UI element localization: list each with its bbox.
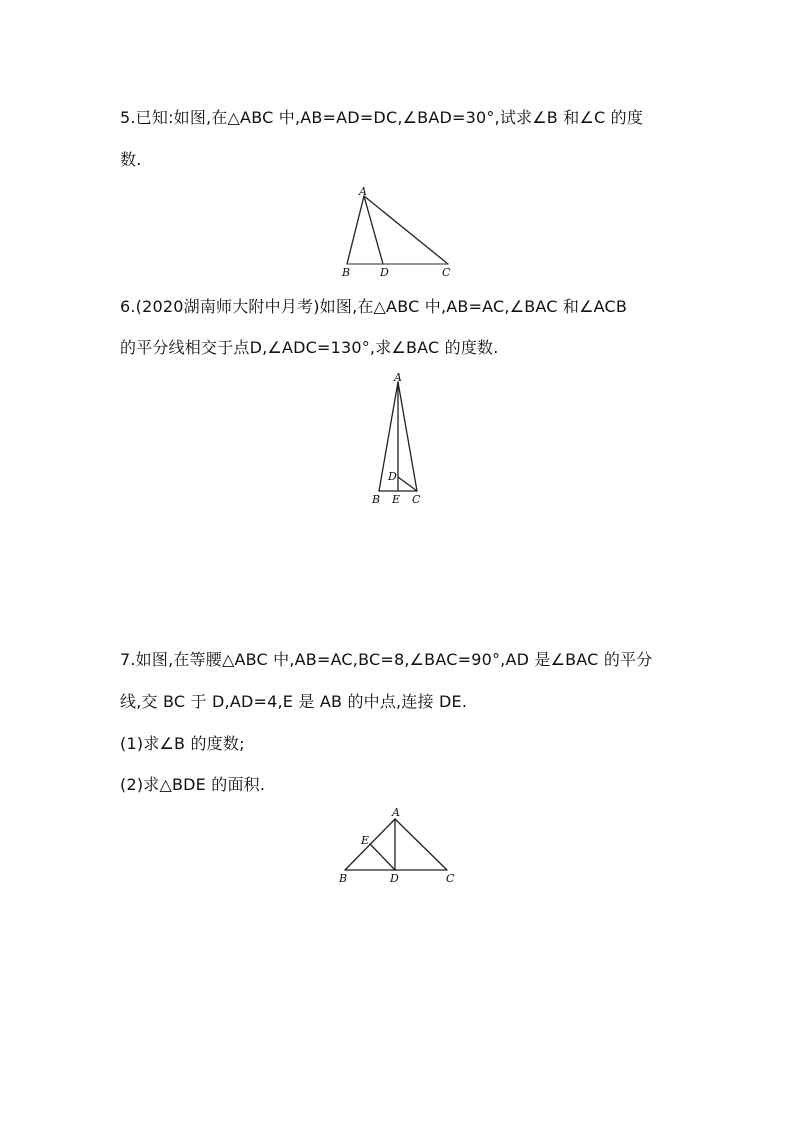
segment-cd [398, 477, 417, 491]
label-e: E [361, 834, 370, 847]
label-d: D [380, 266, 389, 279]
problem-7-figure [334, 804, 474, 894]
label-b: B [342, 266, 351, 279]
label-e: E [392, 493, 401, 506]
label-a: A [394, 371, 402, 384]
problem-7-text-line-2: 线,交 BC 于 D,AD=4,E 是 AB 的中点,连接 DE. [120, 692, 468, 711]
label-c: C [442, 266, 451, 279]
label-d: D [388, 470, 397, 483]
problem-5-text-line-1: 5.已知:如图,在△ABC 中,AB=AD=DC,∠BAD=30°,试求∠B 和∠C 的度 [120, 108, 644, 127]
problem-7-part-1: (1)求∠B 的度数; [120, 734, 245, 753]
problem-6-figure [368, 370, 438, 510]
label-b: B [372, 493, 381, 506]
problem-7-part-2: (2)求△BDE 的面积. [120, 775, 266, 794]
segment-ab [347, 196, 364, 264]
problem-6-text-line-2: 的平分线相交于点D,∠ADC=130°,求∠BAC 的度数. [120, 338, 499, 357]
segment-ac [398, 382, 417, 491]
label-b: B [339, 872, 348, 885]
label-c: C [446, 872, 455, 885]
label-c: C [412, 493, 421, 506]
problem-6-text-line-1: 6.(2020湖南师大附中月考)如图,在△ABC 中,AB=AC,∠BAC 和∠ACB [120, 297, 628, 316]
problem-5-text-line-2: 数. [120, 150, 142, 169]
problem-5-figure [338, 184, 468, 284]
segment-ac [395, 819, 447, 870]
label-a: A [359, 185, 367, 198]
problem-7-text-line-1: 7.如图,在等腰△ABC 中,AB=AC,BC=8,∠BAC=90°,AD 是∠BAC 的平分 [120, 650, 653, 669]
label-d: D [390, 872, 399, 885]
segment-ad [364, 196, 383, 264]
label-a: A [392, 806, 400, 819]
segment-de [370, 844, 395, 870]
segment-ac [364, 196, 448, 264]
